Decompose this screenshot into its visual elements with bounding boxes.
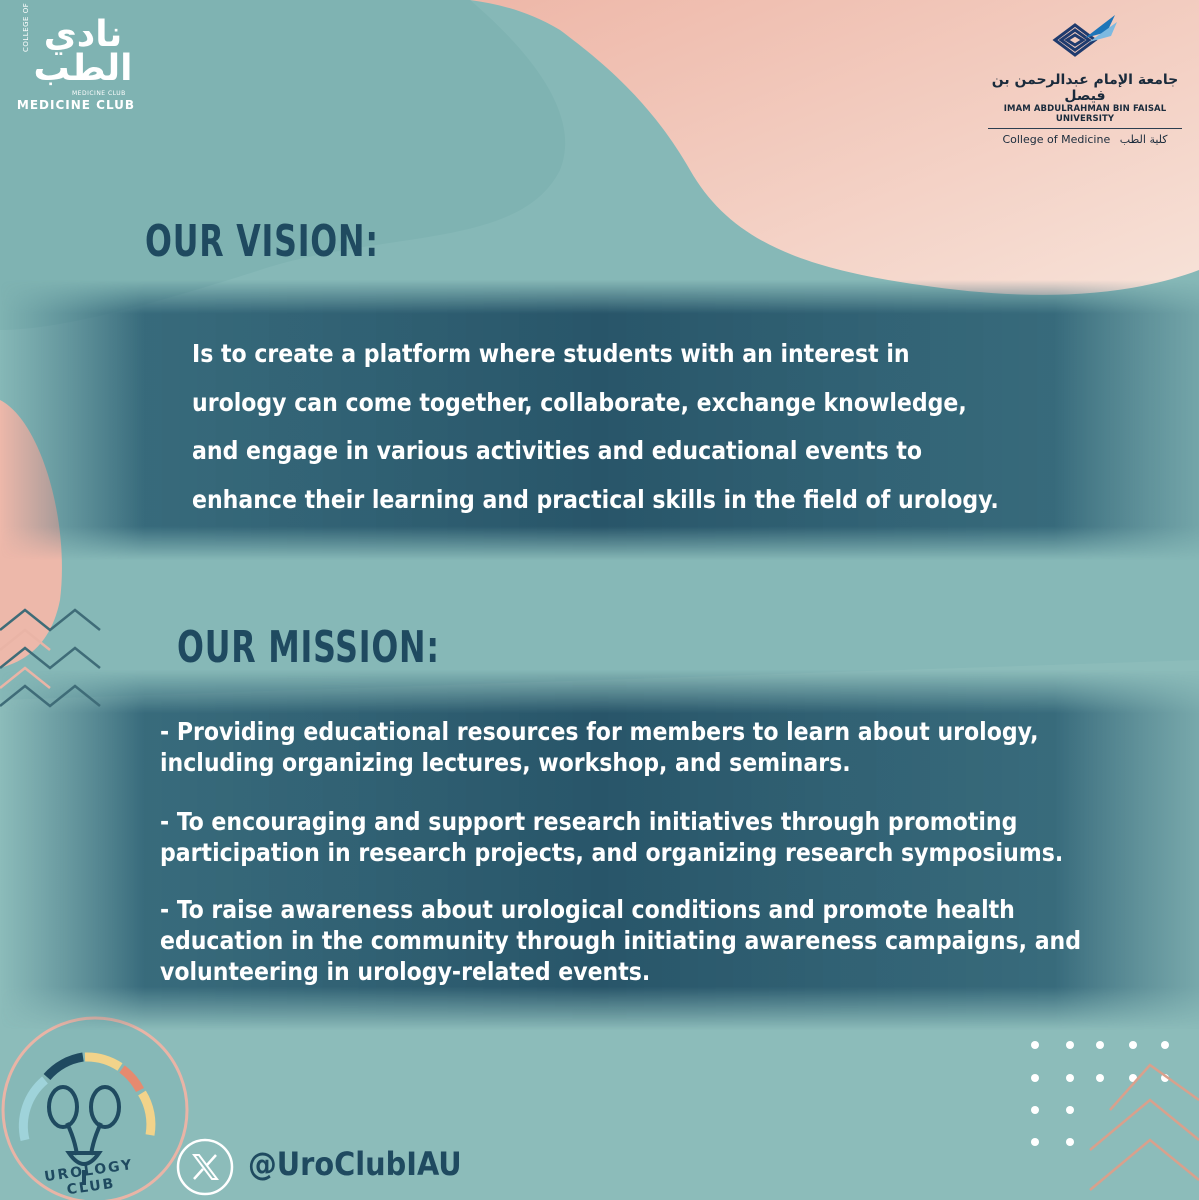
x-logo-icon [176,1138,234,1196]
college-english: College of Medicine [1002,133,1111,146]
mission-heading: OUR MISSION: [177,622,440,673]
university-divider [988,128,1182,129]
urology-club-badge [5,1045,165,1199]
vision-line: Is to create a platform where students with an interest in [192,339,910,368]
mission-line: - To encouraging and support research initiatives through promoting [160,807,1018,836]
mission-item [160,716,1140,778]
mission-item [160,806,1140,868]
university-emblem-icon [1045,10,1125,70]
college-line [980,133,1190,146]
vision-line: urology can come together, collaborate, exchange knowledge, [192,387,967,417]
club-logo-caption: MEDICINE CLUB [16,98,136,112]
club-logo-small-top: COLLEGE OF [22,2,30,52]
club-logo-arabic: نادي الطب [33,14,133,89]
mission-item [160,894,1140,987]
vision-heading: OUR VISION: [145,216,379,267]
mission-line: including organizing lectures, workshop, and seminars. [160,748,851,777]
vision-line: and engage in various activities and educational events to [192,436,923,465]
social-handle[interactable]: @UroClubIAU [248,1145,462,1183]
mission-line: - To raise awareness about urological conditions and promote health [160,895,1015,924]
urology-club-badge-text: UROLOGY CLUB [43,1156,135,1199]
university-arabic-name: جامعة الإمام عبدالرحمن بن فيصل [991,72,1179,104]
mission-line: - Providing educational resources for members to learn about urology, [160,717,1039,746]
mission-line: education in the community through initiating awareness campaigns, and [160,926,1082,955]
club-logo-small-mid: MEDICINE CLUB [72,90,126,97]
vision-text [192,330,1052,524]
medicine-club-logo [14,2,138,112]
x-social-link[interactable] [176,1138,236,1198]
college-arabic: كلية الطب [1119,133,1168,146]
mission-line: participation in research projects, and organizing research symposiums. [160,838,1064,867]
vision-line: enhance their learning and practical skills in the field of urology. [192,484,999,514]
university-logo [980,10,1190,146]
university-english-name: IMAM ABDULRAHMAN BIN FAISAL UNIVERSITY [1003,104,1167,124]
mission-line: volunteering in urology-related events. [160,957,651,986]
